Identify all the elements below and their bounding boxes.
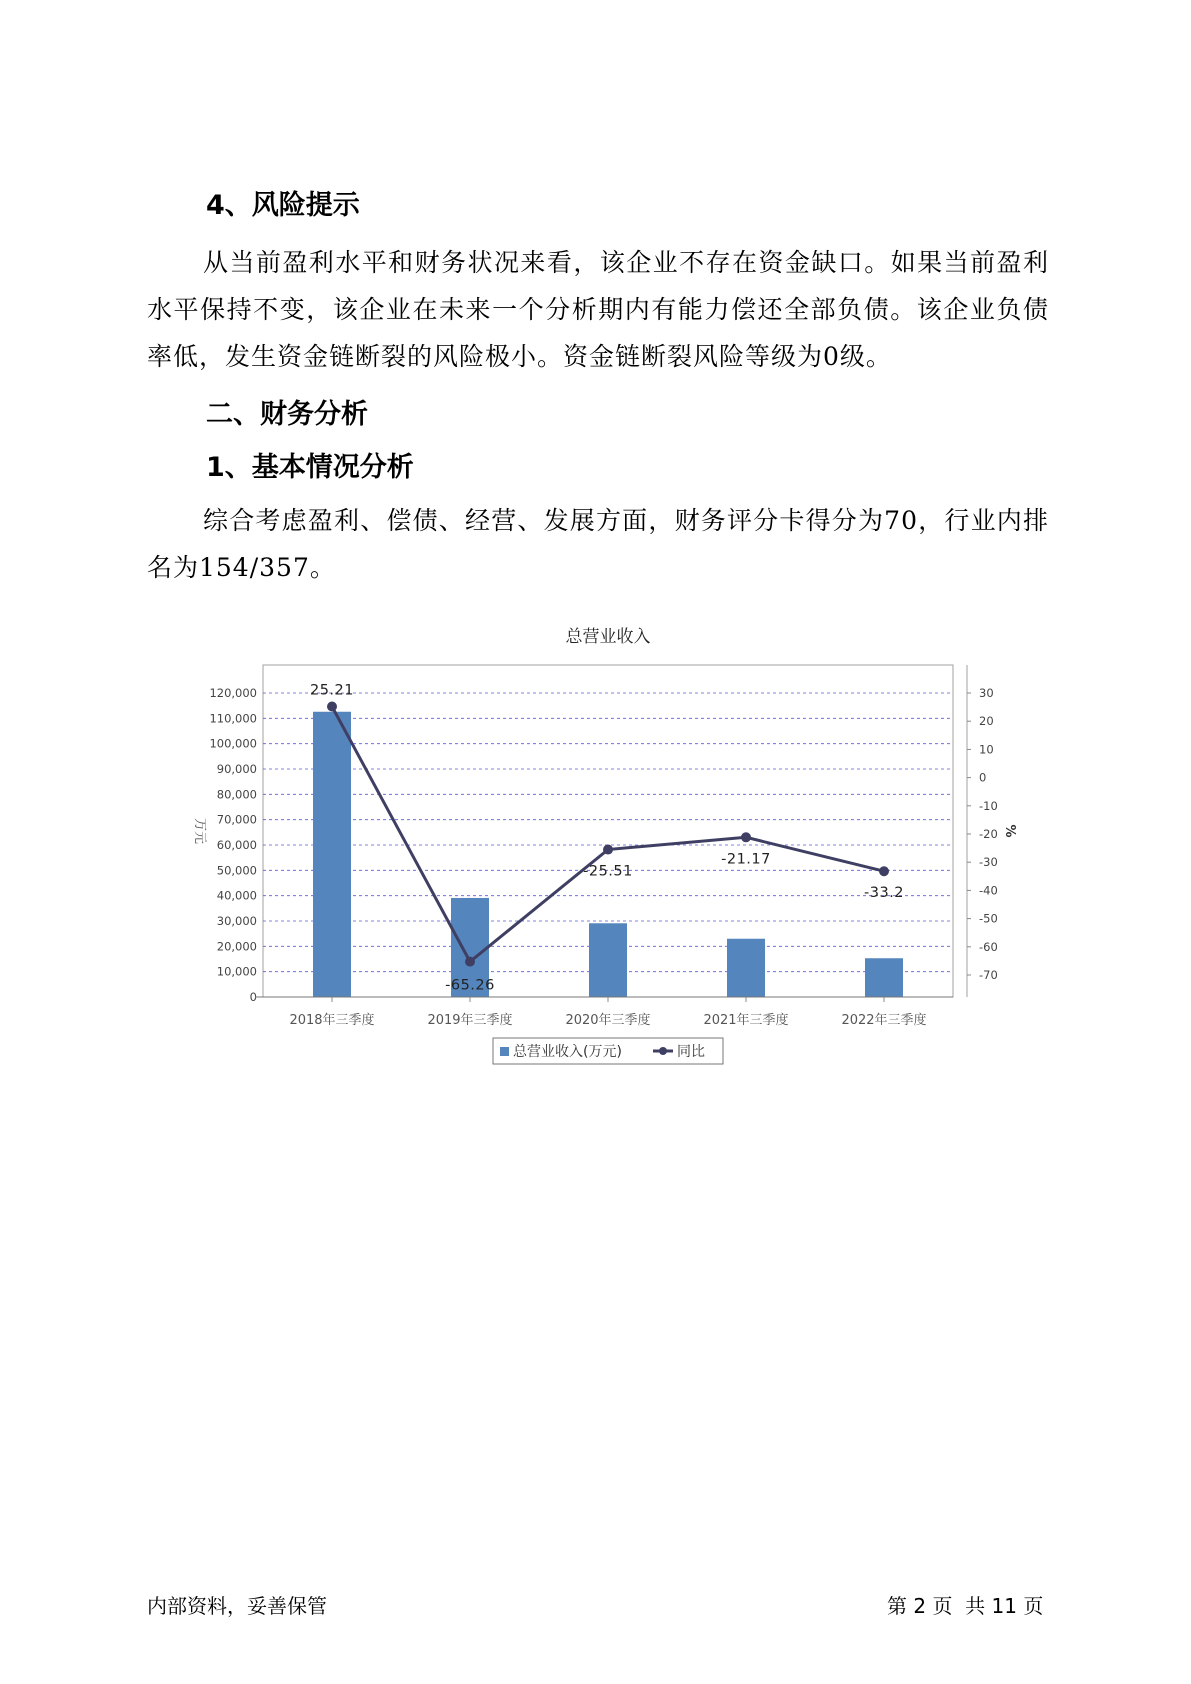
y-tick-label: 80,000 — [216, 787, 257, 802]
risk-paragraph: 从当前盈利水平和财务状况来看，该企业不存在资金缺口。如果当前盈利水平保持不变，该企业在未来一个分析期内有能力偿还全部负债。该企业负债率低，发生资金链断裂的风险极小。资金链断裂风险等级为0级。 — [147, 248, 1049, 371]
footer-confidential-note: 内部资料，妥善保管 — [147, 1594, 327, 1618]
revenue-chart — [180, 620, 1017, 1080]
y-tick-label: 0 — [249, 990, 257, 1004]
basic-analysis-paragraph: 综合考虑盈利、偿债、经营、发展方面，财务评分卡得分为70，行业内排名为154/357。 — [147, 506, 1049, 582]
y2-tick-label: 30 — [979, 686, 994, 700]
y-tick-label: 110,000 — [209, 711, 257, 726]
y-tick-label: 100,000 — [209, 736, 257, 751]
y2-tick-label: -20 — [979, 827, 998, 841]
yoy-data-label: 25.21 — [309, 682, 355, 699]
bar-revenue — [727, 939, 765, 997]
x-tick-label: 2020年三季度 — [565, 1013, 651, 1028]
y2-axis-title: % — [1002, 824, 1017, 838]
chart-title: 总营业收入 — [565, 627, 651, 647]
section-heading-financial-analysis: 二、财务分析 — [206, 399, 368, 430]
section-heading-risk: 4、风险提示 — [206, 190, 360, 221]
legend-swatch-yoy-point — [659, 1047, 667, 1055]
y2-tick-label: -70 — [979, 968, 998, 982]
y2-tick-label: -30 — [979, 855, 998, 870]
subsection-heading-basic-analysis: 1、基本情况分析 — [206, 452, 414, 483]
y2-tick-label: -10 — [979, 798, 998, 813]
x-tick-label: 2019年三季度 — [427, 1013, 513, 1028]
footer-page-number: 第 2 页 共 11 页 — [887, 1594, 1044, 1618]
yoy-point — [465, 957, 475, 967]
y-tick-label: 40,000 — [216, 888, 257, 903]
legend-swatch-revenue — [500, 1047, 509, 1056]
bar-revenue — [313, 712, 351, 997]
yoy-data-label: -25.51 — [583, 863, 633, 880]
y2-tick-label: -60 — [979, 939, 998, 954]
x-tick-label: 2021年三季度 — [703, 1013, 789, 1028]
y-tick-label: 20,000 — [216, 939, 257, 954]
y-tick-label: 10,000 — [216, 964, 257, 979]
yoy-point — [327, 702, 337, 712]
y2-tick-label: 0 — [979, 770, 987, 785]
yoy-point — [879, 866, 889, 876]
bar-revenue — [865, 958, 903, 997]
y2-tick-label: -50 — [979, 911, 998, 926]
y-tick-label: 70,000 — [216, 812, 257, 827]
y-tick-label: 50,000 — [216, 863, 257, 878]
y2-tick-label: -40 — [979, 883, 998, 898]
yoy-data-label: -21.17 — [721, 851, 771, 868]
yoy-point — [603, 845, 613, 855]
x-tick-label: 2018年三季度 — [289, 1013, 375, 1028]
yoy-point — [741, 832, 751, 842]
yoy-data-label: -33.2 — [863, 885, 905, 902]
y-tick-label: 60,000 — [216, 838, 257, 852]
legend-label-revenue: 总营业收入(万元) — [513, 1044, 622, 1060]
y-tick-label: 90,000 — [216, 762, 257, 776]
y2-tick-label: 10 — [979, 742, 994, 757]
y-tick-label: 120,000 — [209, 686, 257, 700]
y2-tick-label: 20 — [979, 714, 994, 729]
yoy-data-label: -65.26 — [445, 977, 495, 994]
y-axis-title: 万元 — [192, 817, 207, 845]
bar-revenue — [589, 923, 627, 997]
x-tick-label: 2022年三季度 — [841, 1013, 927, 1028]
legend-label-yoy: 同比 — [677, 1044, 705, 1060]
y-tick-label: 30,000 — [216, 914, 257, 928]
